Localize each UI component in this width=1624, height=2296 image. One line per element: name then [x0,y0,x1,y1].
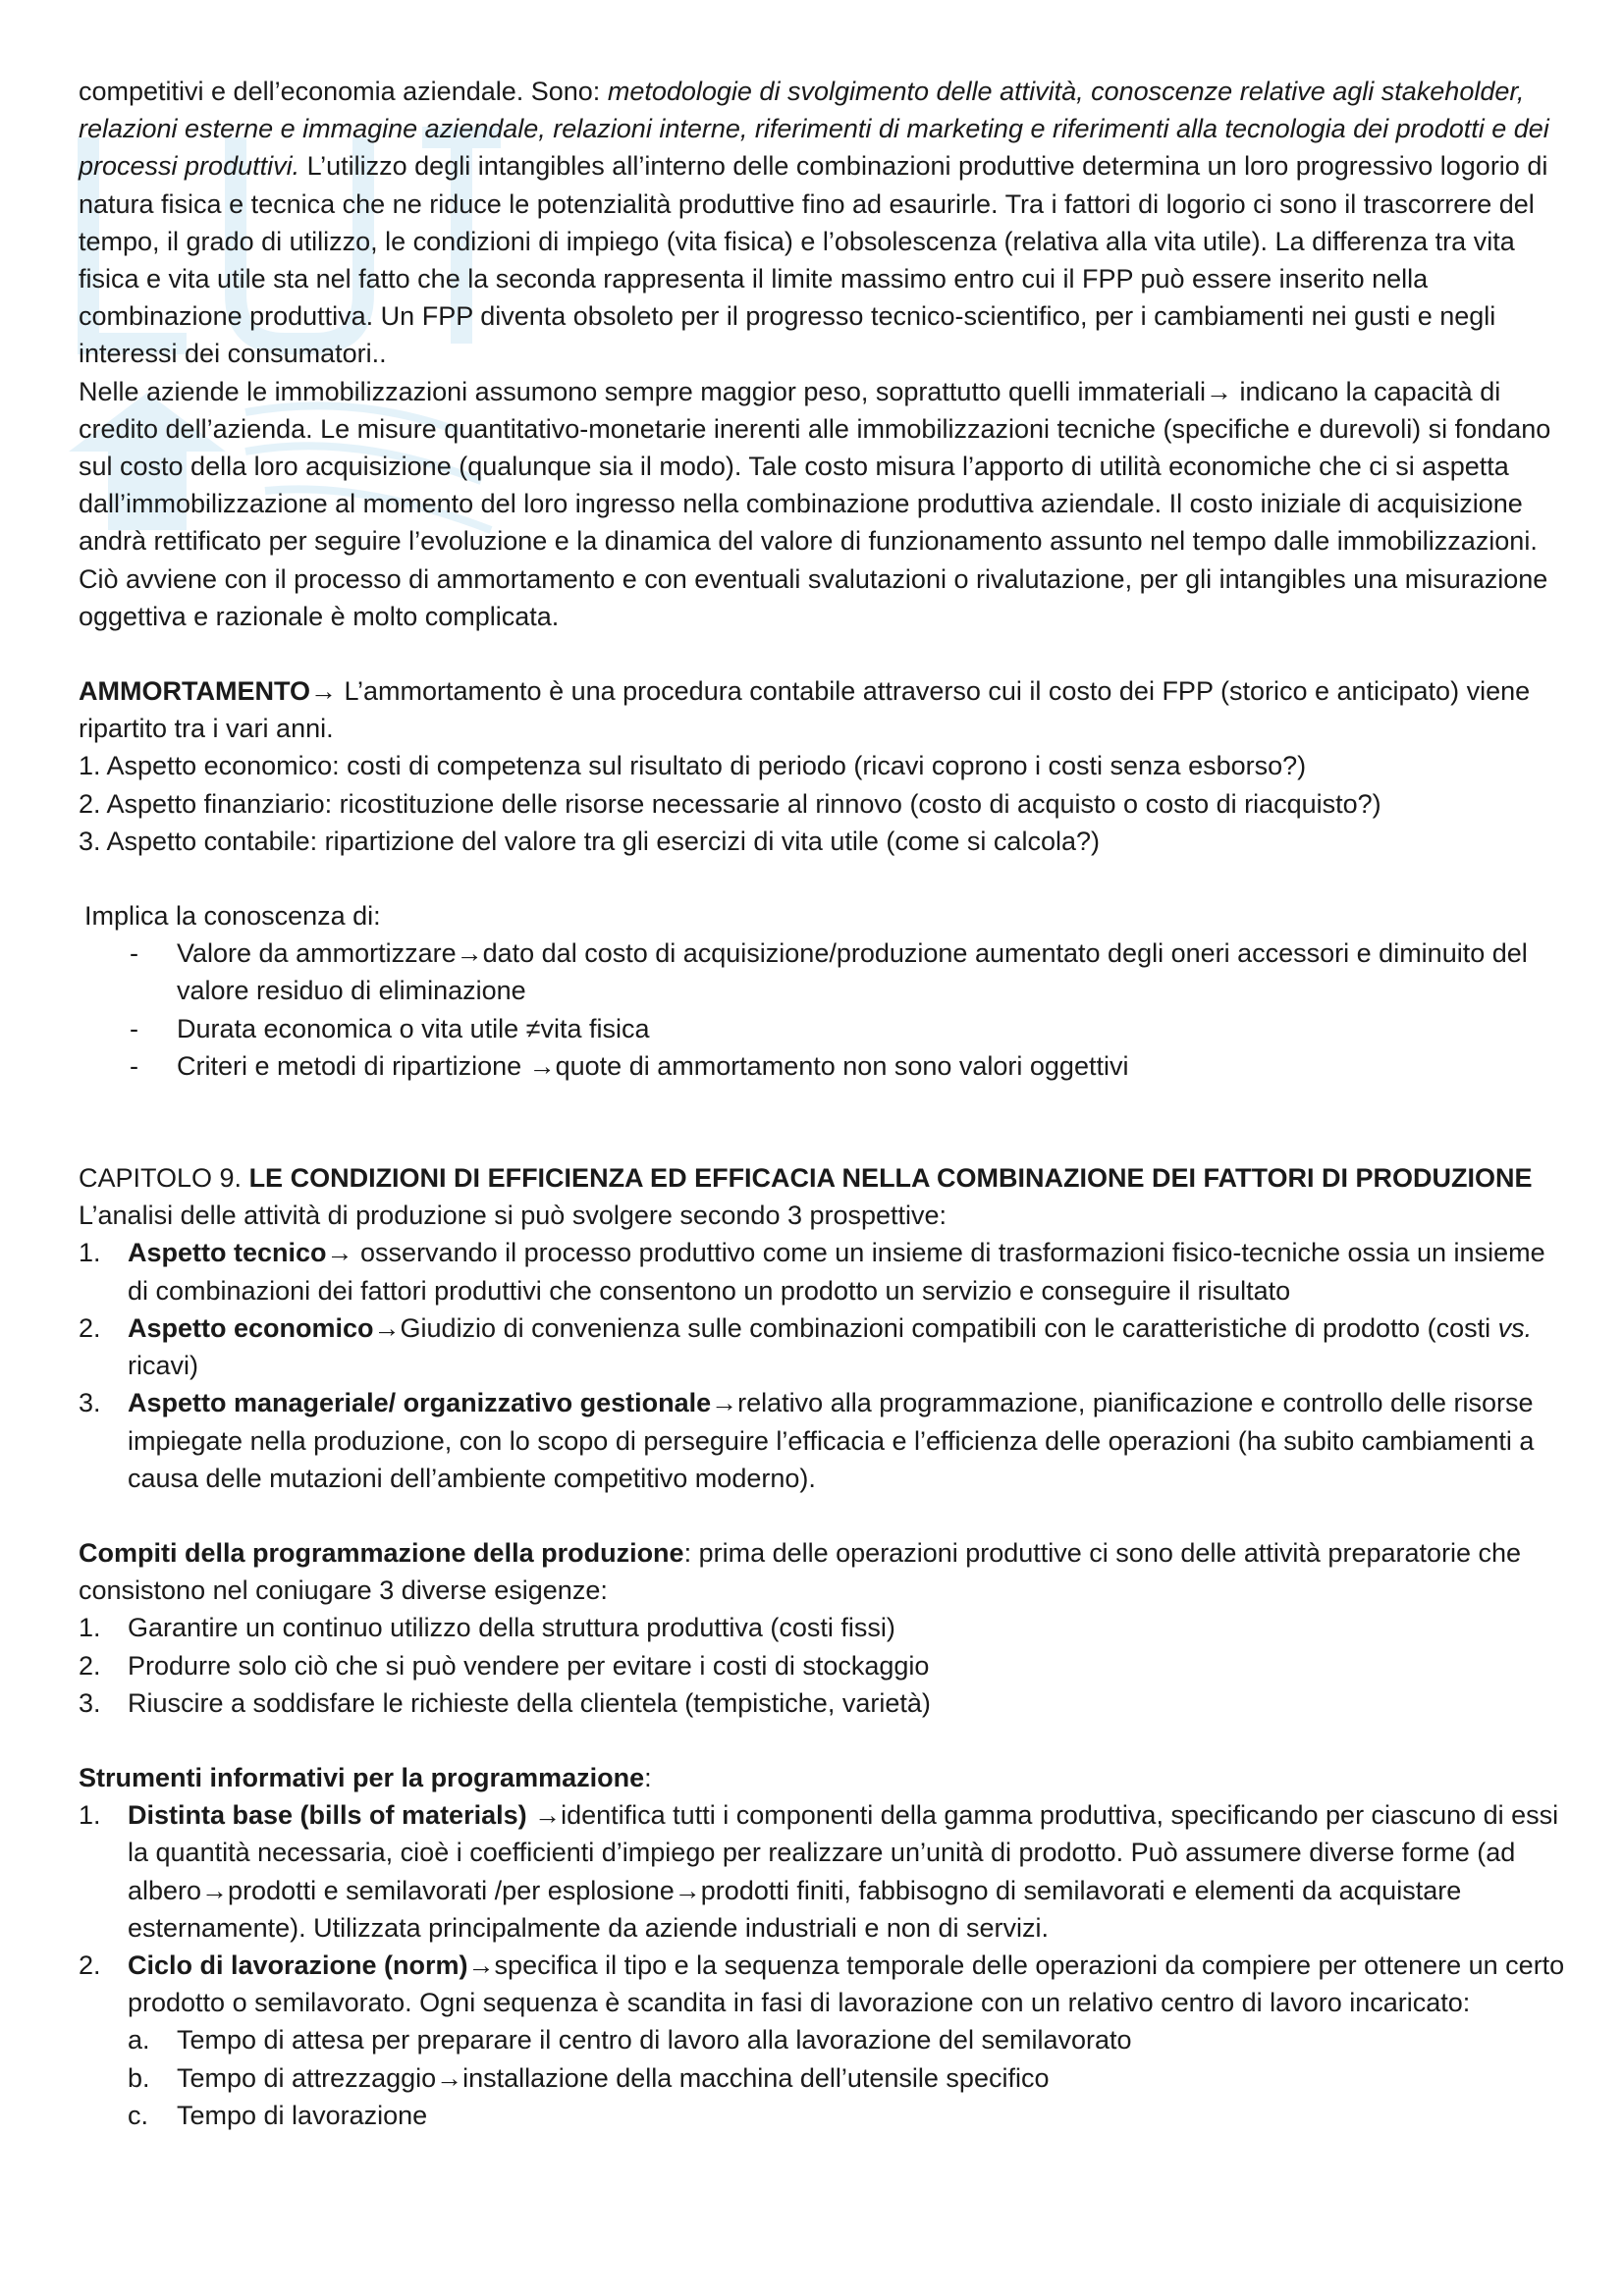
compiti-heading: Compiti della programmazione della produzione [79,1537,684,1568]
ammortamento-text: → L’ammortamento è una procedura contabile attraverso cui il costo dei FPP (storico e anticipato) viene ripartito tra i vari anni. [79,676,1531,744]
document-page [79,73,1566,2134]
list-item: 1. Garantire un continuo utilizzo della struttura produttiva (costi fissi) [79,1613,895,1643]
strumenti-heading: Strumenti informativi per la programmazione [79,1762,645,1792]
list-item: 3. Riuscire a soddisfare le richieste della clientela (tempistiche, varietà) [79,1687,931,1718]
capitolo-prefix: CAPITOLO 9. [79,1163,249,1194]
capitolo-intro: L’analisi delle attività di produzione si può svolgere secondo 3 prospettive: [79,1201,947,1231]
fasi-list [128,2021,1566,2134]
list-item: 2. Aspetto economico→Giudizio di convenienza sulle combinazioni compatibili con le caratteristiche di prodotto (costi vs. ricavi) [79,1312,1533,1381]
intro-paragraph-2: Nelle aziende le immobilizzazioni assumono sempre maggior peso, soprattutto quelli immateriali→ indicano la capacità di credito dell’azienda. Le misure quantitativo-monetarie inerenti alle immobilizzazioni tecniche (specifiche e durevoli) si fondano sul costo della loro acquisizione (qualunque sia il modo). Tale costo misura l’apporto di utilità economiche che ci si aspetta dall’immobilizzazione al momento del loro ingresso nella combinazione produttiva aziendale. Il costo iniziale di acquisizione andrà rettificato per seguire l’evoluzione e la dinamica del valore di funzionamento assunto nel tempo dalle immobilizzazioni. Ciò avviene con il processo di ammortamento e con eventuali svalutazioni o rivalutazione, per gli intangibles una misurazione oggettiva e razionale è molto complicata. [79,376,1551,631]
strumenti-paragraph: Strumenti informativi per la programmazione: [79,1762,652,1792]
ammortamento-paragraph [79,672,1566,747]
capitolo-title: LE CONDIZIONI DI EFFICIENZA ED EFFICACIA NELLA COMBINAZIONE DEI FATTORI DI PRODUZIONE [248,1163,1533,1194]
ammortamento-heading: AMMORTAMENTO [79,676,310,707]
implica-label: Implica la conoscenza di: [84,901,381,932]
compiti-paragraph [79,1534,1566,1609]
intro-paragraph-1 [79,73,1566,373]
implica-list [79,934,1566,1085]
list-item: 2. Ciclo di lavorazione (norm)→specifica il tipo e la sequenza temporale delle operazioni da compiere per ottenere un certo prodotto o semilavorato. Ogni sequenza è scandita in fasi di lavorazione con un relativo centro di lavoro incaricato: a. Tempo di attesa per preparare il centro di lavoro alla lavorazione del semilavorato b. Tempo di attrezzaggio→installazione della macchina dell’utensile specifico c. Tempo di lavorazione [79,1947,1566,2134]
intro-text-italic: metodologie di svolgimento delle attività, conoscenze relative agli stakeholder, relazioni esterne e immagine aziendale, relazioni interne, riferimenti di marketing e riferimenti alla tecnologia dei prodotti e dei processi produttivi. [79,77,1549,182]
ammortamento-line-3: 3. Aspetto contabile: ripartizione del valore tra gli esercizi di vita utile (come si calcola?) [79,826,1100,856]
list-item: 1. Distinta base (bills of materials) →identifica tutti i componenti della gamma produttiva, specificando per ciascuno di essi la quantità necessaria, cioè i coefficienti d’impiego per realizzare un’unità di prodotto. Può assumere diverse forme (ad albero→prodotti e semilavorati /per esplosione→prodotti finiti, fabbisogno di semilavorati e elementi da acquistare esternamente). Utilizzata principalmente da aziende industriali e non di servizi. [79,1800,1559,1943]
list-item: a. Tempo di attesa per preparare il centro di lavoro alla lavorazione del semilavorato [128,2025,1132,2056]
strumenti-list [79,1796,1566,2134]
compiti-list [79,1609,1566,1722]
ammortamento-line-1: 1. Aspetto economico: costi di competenza sul risultato di periodo (ricavi coprono i costi senza esborso?) [79,751,1307,781]
ammortamento-line-2: 2. Aspetto finanziario: ricostituzione delle risorse necessarie al rinnovo (costo di acquisto o costo di riacquisto?) [79,788,1381,819]
list-item: 2. Produrre solo ciò che si può vendere per evitare i costi di stockaggio [79,1650,930,1681]
list-item: - Valore da ammortizzare→dato dal costo di acquisizione/produzione aumentato degli oneri accessori e diminuito del valore residuo di eliminazione [130,938,1528,1006]
compiti-text: : prima delle operazioni produttive ci sono delle attività preparatorie che consistono nel coniugare 3 diverse esigenze: [79,1537,1522,1606]
list-item: 3. Aspetto manageriale/ organizzativo gestionale→relativo alla programmazione, pianificazione e controllo delle risorse impiegate nella produzione, con lo scopo di perseguire l’efficacia e l’efficienza delle operazioni (ha subito cambiamenti a causa delle mutazioni dell’ambiente competitivo moderno). [79,1388,1535,1493]
intro-text-b: L’utilizzo degli intangibles all’interno delle combinazioni produttive determina un loro progressivo logorio di natura fisica e tecnica che ne riduce le potenzialità produttive fino ad esaurirle. Tra i fattori di logorio ci sono il trascorrere del tempo, il grado di utilizzo, le condizioni di impiego (vita fisica) e l’obsolescenza (relativa alla vita utile). La differenza tra vita fisica e vita utile sta nel fatto che la seconda rappresenta il limite massimo entro cui il FPP può essere inserito nella combinazione produttiva. Un FPP diventa obsoleto per il progresso tecnico-scientifico, per i cambiamenti nei gusti e negli interessi dei consumatori.. [79,151,1548,369]
prospettive-list [79,1234,1566,1496]
list-item: - Durata economica o vita utile ≠vita fisica [130,1013,650,1043]
intro-text-a: competitivi e dell’economia aziendale. Sono: [79,77,608,106]
list-item: c. Tempo di lavorazione [128,2100,428,2130]
list-item: - Criteri e metodi di ripartizione →quote di ammortamento non sono valori oggettivi [130,1050,1129,1081]
capitolo-heading [79,1159,1566,1197]
list-item: 1. Aspetto tecnico→ osservando il processo produttivo come un insieme di trasformazioni fisico-tecniche ossia un insieme di combinazioni dei fattori produttivi che consentono un prodotto un servizio e conseguire il risultato [79,1238,1545,1306]
list-item: b. Tempo di attrezzaggio→installazione della macchina dell’utensile specifico [128,2062,1050,2093]
